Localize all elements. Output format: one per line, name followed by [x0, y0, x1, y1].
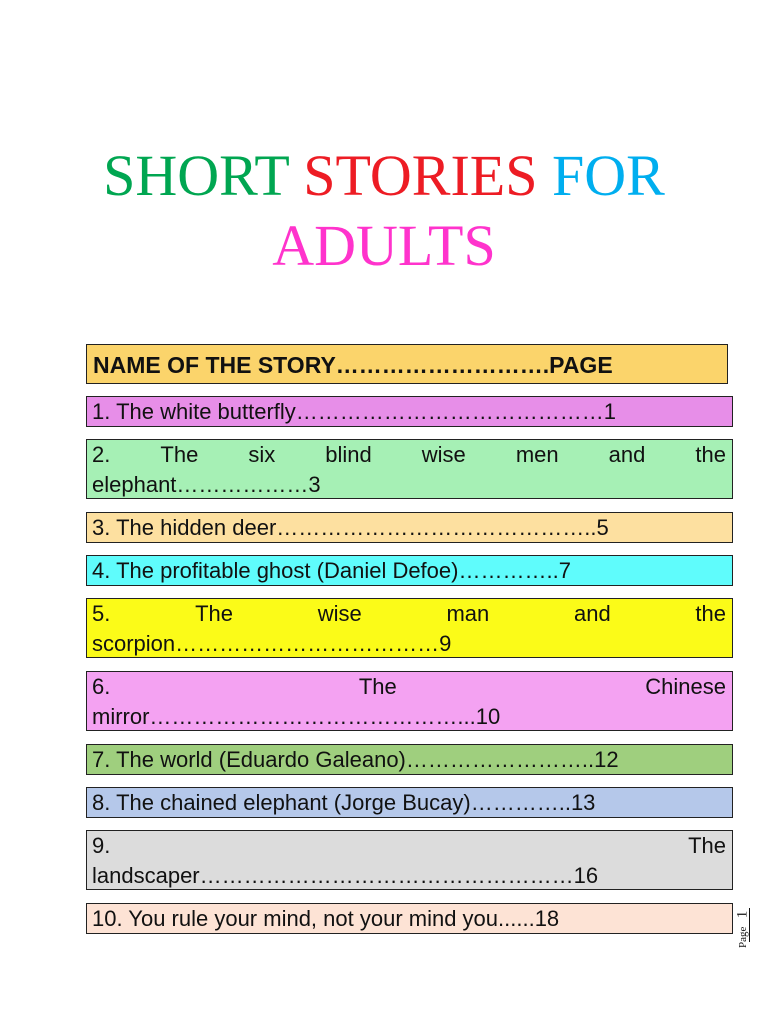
- title-word-short: SHORT: [103, 143, 289, 208]
- title-word-adults: ADULTS: [272, 213, 496, 278]
- toc-entry-line-rest: scorpion………………………………9: [92, 631, 452, 656]
- toc-word: the: [695, 601, 726, 626]
- toc-word: 6.: [92, 674, 111, 699]
- page-label: Page: [737, 926, 749, 948]
- toc-entry-text: 7. The world (Eduardo Galeano)……………………..12: [92, 747, 619, 772]
- toc-entry-8: [86, 787, 733, 818]
- toc-entry-6: [86, 671, 733, 731]
- toc-entry-line-rest: landscaper……………………………………………16: [92, 863, 599, 888]
- toc-entry-line-justified: [92, 672, 726, 702]
- toc-entry-line-rest: mirror……………………………………...10: [92, 704, 501, 729]
- toc-word: blind: [325, 442, 372, 467]
- toc-word: and: [608, 442, 646, 467]
- toc-entry-1: [86, 396, 733, 427]
- toc-word: men: [515, 442, 559, 467]
- toc-word: man: [446, 601, 490, 626]
- title-line-1: [0, 142, 768, 210]
- toc-entry-line-justified: [92, 831, 726, 861]
- toc-word: wise: [421, 442, 466, 467]
- toc-word: The: [160, 442, 199, 467]
- toc-entry-text: 4. The profitable ghost (Daniel Defoe)…………..7: [92, 558, 571, 583]
- toc-entry-text: 10. You rule your mind, not your mind you......18: [92, 906, 560, 931]
- toc-entry-4: [86, 555, 733, 586]
- toc-entry-5: [86, 598, 733, 658]
- toc-word: 9.: [92, 833, 111, 858]
- title-word-for: FOR: [552, 143, 665, 208]
- toc-word: The: [688, 833, 726, 858]
- toc-entry-text: 8. The chained elephant (Jorge Bucay)…………..13: [92, 790, 596, 815]
- toc-word: 2.: [92, 442, 111, 467]
- toc-word: The: [358, 674, 397, 699]
- toc-entry-text: 1. The white butterfly……………………………………1: [92, 399, 617, 424]
- toc-word: 5.: [92, 601, 111, 626]
- toc-entry-text: 3. The hidden deer……………………………………..5: [92, 515, 609, 540]
- toc-entry-line-rest: elephant………………3: [92, 472, 321, 497]
- title-word-stories: STORIES: [303, 143, 538, 208]
- toc-entry-9: [86, 830, 733, 890]
- toc-header: NAME OF THE STORY……………………….PAGE: [86, 344, 728, 384]
- toc-entry-3: [86, 512, 733, 543]
- toc-word: six: [248, 442, 276, 467]
- page-number: 1: [734, 910, 751, 919]
- toc-word: wise: [317, 601, 362, 626]
- title-line-2: [0, 212, 768, 280]
- toc-word: and: [573, 601, 611, 626]
- toc-entry-line-justified: [92, 599, 726, 629]
- toc-word: Chinese: [645, 674, 726, 699]
- toc-word: The: [195, 601, 233, 626]
- toc-entry-2: [86, 439, 733, 499]
- page-number-marker: [735, 908, 755, 948]
- toc-entry-line-justified: [92, 440, 726, 470]
- toc-entry-7: [86, 744, 733, 775]
- toc-entry-10: [86, 903, 733, 934]
- toc-word: the: [695, 442, 726, 467]
